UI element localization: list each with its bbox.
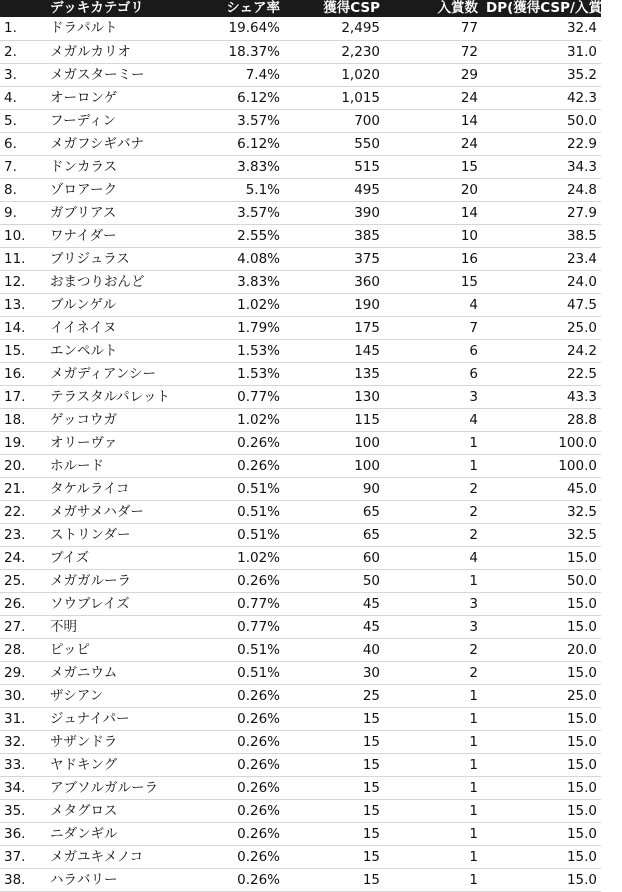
row-share-rate: 0.26%: [192, 776, 284, 799]
row-deck-name: ヤドキング: [46, 753, 192, 776]
row-dp: 25.0: [482, 316, 601, 339]
row-deck-name: ハラバリー: [46, 868, 192, 891]
row-rank: 20.: [0, 454, 46, 477]
row-csp: 25: [284, 684, 384, 707]
table-header: [0, 0, 622, 17]
row-share-rate: 0.26%: [192, 569, 284, 592]
row-rank: 1.: [0, 17, 46, 40]
row-csp: 15: [284, 776, 384, 799]
table-row: [0, 477, 601, 500]
row-placements: 77: [384, 17, 482, 40]
row-share-rate: 1.02%: [192, 546, 284, 569]
row-placements: 1: [384, 684, 482, 707]
table-row: [0, 201, 601, 224]
row-csp: 100: [284, 431, 384, 454]
row-rank: 29.: [0, 661, 46, 684]
table-row: [0, 684, 601, 707]
row-share-rate: 3.83%: [192, 155, 284, 178]
row-dp: 24.2: [482, 339, 601, 362]
row-csp: 495: [284, 178, 384, 201]
header-csp: 獲得CSP: [323, 0, 380, 16]
row-csp: 2,230: [284, 40, 384, 63]
row-dp: 15.0: [482, 615, 601, 638]
table-row: [0, 730, 601, 753]
table-row: [0, 247, 601, 270]
row-share-rate: 0.26%: [192, 707, 284, 730]
row-csp: 15: [284, 845, 384, 868]
row-share-rate: 1.53%: [192, 339, 284, 362]
row-deck-name: ブイズ: [46, 546, 192, 569]
row-share-rate: 1.79%: [192, 316, 284, 339]
table-row: [0, 615, 601, 638]
row-csp: 360: [284, 270, 384, 293]
row-deck-name: イイネイヌ: [46, 316, 192, 339]
table-row: [0, 109, 601, 132]
row-csp: 115: [284, 408, 384, 431]
row-rank: 31.: [0, 707, 46, 730]
row-share-rate: 0.51%: [192, 661, 284, 684]
row-share-rate: 0.26%: [192, 431, 284, 454]
row-rank: 13.: [0, 293, 46, 316]
row-deck-name: アブソルガルーラ: [46, 776, 192, 799]
row-deck-name: ブリジュラス: [46, 247, 192, 270]
row-csp: 50: [284, 569, 384, 592]
row-rank: 12.: [0, 270, 46, 293]
row-deck-name: ストリンダー: [46, 523, 192, 546]
row-share-rate: 19.64%: [192, 17, 284, 40]
row-share-rate: 0.51%: [192, 500, 284, 523]
row-share-rate: 1.02%: [192, 408, 284, 431]
table-row: [0, 454, 601, 477]
row-csp: 145: [284, 339, 384, 362]
row-rank: 37.: [0, 845, 46, 868]
table-row: [0, 155, 601, 178]
row-rank: 10.: [0, 224, 46, 247]
row-placements: 29: [384, 63, 482, 86]
row-rank: 24.: [0, 546, 46, 569]
row-deck-name: ホルード: [46, 454, 192, 477]
row-placements: 6: [384, 362, 482, 385]
row-placements: 1: [384, 454, 482, 477]
row-rank: 14.: [0, 316, 46, 339]
row-rank: 32.: [0, 730, 46, 753]
row-rank: 33.: [0, 753, 46, 776]
row-placements: 24: [384, 86, 482, 109]
row-placements: 2: [384, 523, 482, 546]
row-placements: 6: [384, 339, 482, 362]
row-share-rate: 2.55%: [192, 224, 284, 247]
row-deck-name: ドンカラス: [46, 155, 192, 178]
row-deck-name: メタグロス: [46, 799, 192, 822]
row-csp: 515: [284, 155, 384, 178]
table-row: [0, 40, 601, 63]
table-row: [0, 776, 601, 799]
row-dp: 43.3: [482, 385, 601, 408]
row-dp: 15.0: [482, 753, 601, 776]
row-rank: 30.: [0, 684, 46, 707]
row-placements: 15: [384, 155, 482, 178]
row-dp: 15.0: [482, 707, 601, 730]
row-deck-name: テラスタルパレット: [46, 385, 192, 408]
row-dp: 15.0: [482, 546, 601, 569]
row-rank: 2.: [0, 40, 46, 63]
row-deck-name: メガディアンシー: [46, 362, 192, 385]
row-share-rate: 0.51%: [192, 523, 284, 546]
row-share-rate: 5.1%: [192, 178, 284, 201]
row-dp: 27.9: [482, 201, 601, 224]
row-placements: 2: [384, 500, 482, 523]
row-csp: 65: [284, 500, 384, 523]
row-rank: 17.: [0, 385, 46, 408]
table-row: [0, 845, 601, 868]
row-placements: 1: [384, 868, 482, 891]
row-dp: 15.0: [482, 868, 601, 891]
row-rank: 7.: [0, 155, 46, 178]
row-rank: 28.: [0, 638, 46, 661]
row-rank: 19.: [0, 431, 46, 454]
row-dp: 50.0: [482, 109, 601, 132]
header-placements: 入賞数: [437, 0, 478, 16]
row-rank: 9.: [0, 201, 46, 224]
row-rank: 6.: [0, 132, 46, 155]
row-placements: 1: [384, 822, 482, 845]
row-placements: 1: [384, 799, 482, 822]
table-row: [0, 132, 601, 155]
row-placements: 3: [384, 592, 482, 615]
row-placements: 2: [384, 661, 482, 684]
row-rank: 23.: [0, 523, 46, 546]
row-rank: 11.: [0, 247, 46, 270]
row-placements: 24: [384, 132, 482, 155]
row-share-rate: 0.77%: [192, 385, 284, 408]
row-deck-name: ジュナイパー: [46, 707, 192, 730]
row-csp: 60: [284, 546, 384, 569]
row-rank: 3.: [0, 63, 46, 86]
row-csp: 15: [284, 753, 384, 776]
row-dp: 15.0: [482, 845, 601, 868]
row-share-rate: 0.26%: [192, 799, 284, 822]
row-rank: 36.: [0, 822, 46, 845]
row-dp: 25.0: [482, 684, 601, 707]
row-share-rate: 3.83%: [192, 270, 284, 293]
row-csp: 45: [284, 592, 384, 615]
row-share-rate: 18.37%: [192, 40, 284, 63]
table-row: [0, 661, 601, 684]
row-share-rate: 0.26%: [192, 845, 284, 868]
row-share-rate: 0.26%: [192, 822, 284, 845]
row-csp: 15: [284, 799, 384, 822]
row-rank: 25.: [0, 569, 46, 592]
row-rank: 22.: [0, 500, 46, 523]
row-csp: 100: [284, 454, 384, 477]
row-deck-name: メガフシギバナ: [46, 132, 192, 155]
row-placements: 2: [384, 638, 482, 661]
row-placements: 3: [384, 615, 482, 638]
row-dp: 24.0: [482, 270, 601, 293]
row-deck-name: ソウブレイズ: [46, 592, 192, 615]
table-row: [0, 569, 601, 592]
row-csp: 390: [284, 201, 384, 224]
row-share-rate: 1.02%: [192, 293, 284, 316]
header-deck-category: デッキカテゴリ: [50, 0, 144, 16]
table-body: [0, 17, 601, 891]
table-row: [0, 868, 601, 891]
row-share-rate: 0.77%: [192, 592, 284, 615]
table-row: [0, 385, 601, 408]
row-csp: 1,015: [284, 86, 384, 109]
row-share-rate: 0.26%: [192, 684, 284, 707]
row-rank: 34.: [0, 776, 46, 799]
row-share-rate: 6.12%: [192, 86, 284, 109]
row-deck-name: メガルカリオ: [46, 40, 192, 63]
table-row: [0, 339, 601, 362]
row-placements: 1: [384, 707, 482, 730]
row-placements: 1: [384, 753, 482, 776]
row-deck-name: ガブリアス: [46, 201, 192, 224]
header-row: [0, 0, 601, 17]
table-row: [0, 753, 601, 776]
row-share-rate: 0.26%: [192, 753, 284, 776]
row-share-rate: 0.77%: [192, 615, 284, 638]
table-row: [0, 17, 601, 40]
row-csp: 130: [284, 385, 384, 408]
row-deck-name: フーディン: [46, 109, 192, 132]
row-csp: 15: [284, 730, 384, 753]
row-csp: 175: [284, 316, 384, 339]
row-deck-name: メガサメハダー: [46, 500, 192, 523]
row-placements: 16: [384, 247, 482, 270]
table-row: [0, 546, 601, 569]
row-csp: 2,495: [284, 17, 384, 40]
table-row: [0, 592, 601, 615]
row-deck-name: オーロンゲ: [46, 86, 192, 109]
row-dp: 23.4: [482, 247, 601, 270]
row-dp: 24.8: [482, 178, 601, 201]
table-row: [0, 63, 601, 86]
row-rank: 8.: [0, 178, 46, 201]
row-placements: 1: [384, 845, 482, 868]
row-placements: 20: [384, 178, 482, 201]
row-csp: 45: [284, 615, 384, 638]
row-placements: 4: [384, 293, 482, 316]
row-deck-name: ドラパルト: [46, 17, 192, 40]
row-deck-name: ザシアン: [46, 684, 192, 707]
row-deck-name: メガスターミー: [46, 63, 192, 86]
row-csp: 30: [284, 661, 384, 684]
row-dp: 50.0: [482, 569, 601, 592]
row-deck-name: ピッピ: [46, 638, 192, 661]
row-dp: 15.0: [482, 799, 601, 822]
table-row: [0, 707, 601, 730]
row-csp: 1,020: [284, 63, 384, 86]
table-row: [0, 224, 601, 247]
table-row: [0, 86, 601, 109]
row-dp: 15.0: [482, 592, 601, 615]
table-row: [0, 822, 601, 845]
row-rank: 27.: [0, 615, 46, 638]
row-deck-name: タケルライコ: [46, 477, 192, 500]
row-csp: 40: [284, 638, 384, 661]
row-dp: 34.3: [482, 155, 601, 178]
row-deck-name: ゾロアーク: [46, 178, 192, 201]
table-row: [0, 316, 601, 339]
row-dp: 100.0: [482, 431, 601, 454]
row-placements: 15: [384, 270, 482, 293]
row-placements: 72: [384, 40, 482, 63]
table-row: [0, 408, 601, 431]
row-csp: 15: [284, 707, 384, 730]
row-csp: 65: [284, 523, 384, 546]
header-share-rate: シェア率: [226, 0, 280, 16]
row-dp: 15.0: [482, 776, 601, 799]
header-rank: [0, 0, 46, 17]
row-share-rate: 7.4%: [192, 63, 284, 86]
table-row: [0, 270, 601, 293]
row-rank: 35.: [0, 799, 46, 822]
row-deck-name: ニダンギル: [46, 822, 192, 845]
row-dp: 45.0: [482, 477, 601, 500]
row-placements: 1: [384, 776, 482, 799]
row-rank: 18.: [0, 408, 46, 431]
row-share-rate: 0.51%: [192, 477, 284, 500]
table-row: [0, 523, 601, 546]
row-placements: 14: [384, 201, 482, 224]
row-csp: 190: [284, 293, 384, 316]
row-csp: 15: [284, 868, 384, 891]
row-csp: 385: [284, 224, 384, 247]
row-deck-name: ゲッコウガ: [46, 408, 192, 431]
row-rank: 4.: [0, 86, 46, 109]
row-share-rate: 6.12%: [192, 132, 284, 155]
row-csp: 375: [284, 247, 384, 270]
row-dp: 47.5: [482, 293, 601, 316]
row-deck-name: オリーヴァ: [46, 431, 192, 454]
table-row: [0, 178, 601, 201]
row-placements: 4: [384, 408, 482, 431]
row-dp: 38.5: [482, 224, 601, 247]
row-rank: 21.: [0, 477, 46, 500]
row-placements: 7: [384, 316, 482, 339]
table-row: [0, 431, 601, 454]
row-placements: 1: [384, 431, 482, 454]
row-rank: 38.: [0, 868, 46, 891]
row-placements: 1: [384, 569, 482, 592]
row-deck-name: おまつりおんど: [46, 270, 192, 293]
row-dp: 32.5: [482, 500, 601, 523]
row-deck-name: 不明: [46, 615, 192, 638]
row-share-rate: 0.26%: [192, 868, 284, 891]
row-dp: 28.8: [482, 408, 601, 431]
table-row: [0, 500, 601, 523]
row-dp: 32.4: [482, 17, 601, 40]
row-csp: 550: [284, 132, 384, 155]
row-deck-name: サザンドラ: [46, 730, 192, 753]
row-csp: 700: [284, 109, 384, 132]
header-dp: DP(獲得CSP/入賞数): [486, 0, 622, 16]
row-rank: 26.: [0, 592, 46, 615]
row-deck-name: ブルンゲル: [46, 293, 192, 316]
row-dp: 32.5: [482, 523, 601, 546]
row-share-rate: 0.51%: [192, 638, 284, 661]
row-dp: 42.3: [482, 86, 601, 109]
table-row: [0, 362, 601, 385]
row-csp: 135: [284, 362, 384, 385]
row-dp: 100.0: [482, 454, 601, 477]
row-placements: 3: [384, 385, 482, 408]
row-placements: 2: [384, 477, 482, 500]
row-share-rate: 1.53%: [192, 362, 284, 385]
row-deck-name: エンペルト: [46, 339, 192, 362]
row-rank: 16.: [0, 362, 46, 385]
row-deck-name: メガユキメノコ: [46, 845, 192, 868]
table-row: [0, 638, 601, 661]
row-share-rate: 3.57%: [192, 109, 284, 132]
row-dp: 35.2: [482, 63, 601, 86]
row-rank: 5.: [0, 109, 46, 132]
row-share-rate: 0.26%: [192, 454, 284, 477]
row-placements: 1: [384, 730, 482, 753]
row-deck-name: メガガルーラ: [46, 569, 192, 592]
row-dp: 15.0: [482, 822, 601, 845]
row-dp: 20.0: [482, 638, 601, 661]
row-dp: 31.0: [482, 40, 601, 63]
table-row: [0, 293, 601, 316]
row-deck-name: ワナイダー: [46, 224, 192, 247]
row-rank: 15.: [0, 339, 46, 362]
row-dp: 15.0: [482, 661, 601, 684]
row-placements: 4: [384, 546, 482, 569]
row-share-rate: 0.26%: [192, 730, 284, 753]
row-share-rate: 4.08%: [192, 247, 284, 270]
row-placements: 14: [384, 109, 482, 132]
table-row: [0, 799, 601, 822]
row-share-rate: 3.57%: [192, 201, 284, 224]
row-dp: 22.9: [482, 132, 601, 155]
row-deck-name: メガニウム: [46, 661, 192, 684]
row-dp: 22.5: [482, 362, 601, 385]
row-csp: 90: [284, 477, 384, 500]
row-csp: 15: [284, 822, 384, 845]
row-dp: 15.0: [482, 730, 601, 753]
row-placements: 10: [384, 224, 482, 247]
